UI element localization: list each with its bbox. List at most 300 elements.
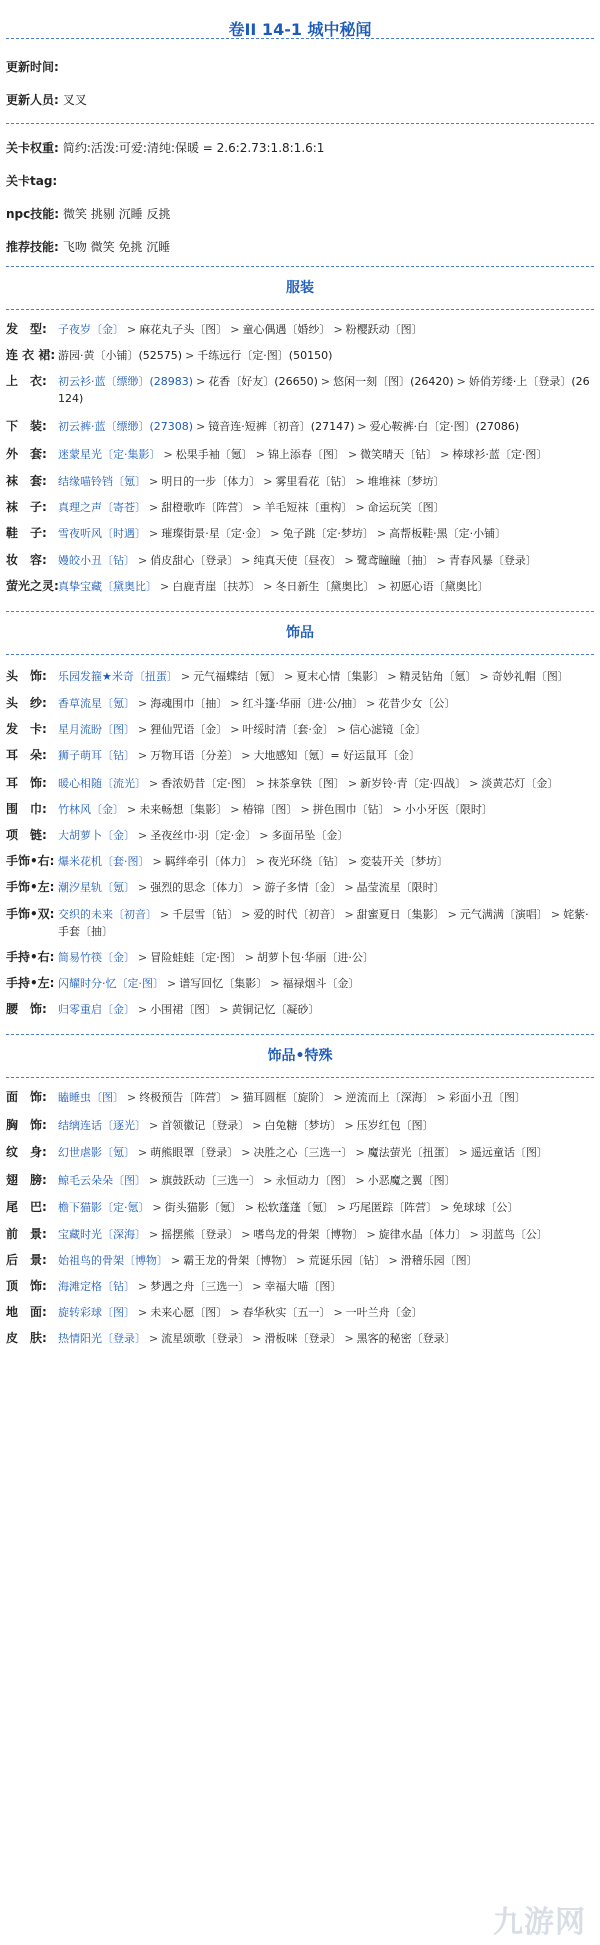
separator-arrow: > xyxy=(138,697,148,710)
best-item-link[interactable]: 暖心相随〔流光〕 xyxy=(58,777,146,790)
item-options xyxy=(58,1304,594,1321)
alt-item: 花昔少女〔公〕 xyxy=(378,697,456,710)
separator-arrow: > xyxy=(366,697,376,710)
alt-item: 元气满满〔演唱〕 xyxy=(459,908,548,921)
alt-item: 决胜之心〔三选一〕 xyxy=(253,1146,353,1159)
separator-arrow: > xyxy=(447,908,457,921)
separator-arrow: > xyxy=(152,855,162,868)
alt-item: 滑稽乐园〔图〕 xyxy=(400,1254,478,1267)
best-item-link[interactable]: 结缘喵铃铛〔氪〕 xyxy=(58,475,146,488)
separator-arrow: > xyxy=(196,420,206,433)
separator-arrow: > xyxy=(270,977,280,990)
alt-item: 千层雪〔钻〕 xyxy=(172,908,239,921)
item-options xyxy=(58,347,594,364)
item-slot-label: 袜 套: xyxy=(6,474,47,488)
item-row xyxy=(6,1089,594,1106)
item-slot-label: 鞋 子: xyxy=(6,526,47,540)
item-row xyxy=(6,1199,594,1216)
item-row xyxy=(6,879,594,896)
alt-item: 逆流而上〔深海〕 xyxy=(345,1091,434,1104)
separator-arrow: > xyxy=(284,670,294,683)
separator-arrow: > xyxy=(230,1091,240,1104)
separator-arrow: > xyxy=(355,1174,365,1187)
item-slot-label: 前 景: xyxy=(6,1227,47,1241)
alt-item: 奇妙礼帽〔图〕 xyxy=(491,670,569,683)
alt-item: 压岁红包〔图〕 xyxy=(356,1119,434,1132)
item-options xyxy=(58,949,594,966)
alt-item: 滑板咪〔登录〕 xyxy=(264,1332,342,1345)
best-item-link[interactable]: 热情阳光〔登录〕 xyxy=(58,1332,146,1345)
alt-item: 夜光环绕〔钻〕 xyxy=(267,855,345,868)
item-row xyxy=(6,1117,594,1134)
sections xyxy=(6,266,594,1347)
alt-item: 福禄烟斗〔金〕 xyxy=(282,977,360,990)
item-row xyxy=(6,949,594,966)
item-row xyxy=(6,668,594,685)
separator-arrow: > xyxy=(180,670,191,683)
item-slot-label: 外 套: xyxy=(6,447,47,461)
separator-arrow: > xyxy=(388,1254,398,1267)
alt-item: 甜蜜夏日〔集影〕 xyxy=(356,908,445,921)
separator-arrow: > xyxy=(138,881,148,894)
separator-arrow: > xyxy=(436,554,446,567)
item-options xyxy=(58,721,594,738)
separator-arrow: > xyxy=(167,977,177,990)
item-slot-label: 耳 朵: xyxy=(6,748,47,762)
separator-arrow: > xyxy=(138,1280,148,1293)
alt-item: 明日的一步〔体力〕 xyxy=(161,475,261,488)
separator-arrow: > xyxy=(300,803,310,816)
separator-arrow: > xyxy=(355,501,365,514)
alt-item: 嗜鸟龙的骨架〔博物〕 xyxy=(253,1228,364,1241)
separator-arrow: > xyxy=(138,1003,148,1016)
item-options xyxy=(58,1330,594,1347)
item-row xyxy=(6,1278,594,1295)
separator-arrow: > xyxy=(377,580,387,593)
separator-arrow: > xyxy=(244,1201,254,1214)
item-row xyxy=(6,446,594,463)
item-options xyxy=(58,775,594,792)
item-row xyxy=(6,801,594,818)
separator-arrow: > xyxy=(270,527,280,540)
meta-label: 关卡权重: xyxy=(6,141,59,155)
meta-label: 推荐技能: xyxy=(6,240,59,254)
alt-item: 拼色围巾〔钻〕 xyxy=(312,803,390,816)
best-item-link[interactable]: 真理之声〔寄苍〕 xyxy=(58,501,146,514)
item-slot-label: 手饰•右: xyxy=(6,854,55,868)
separator-arrow: > xyxy=(263,580,273,593)
separator-arrow: > xyxy=(255,855,265,868)
item-slot-label: 翅 膀: xyxy=(6,1173,47,1187)
alt-item: 魔法萤光〔扭蛋〕 xyxy=(367,1146,456,1159)
separator-arrow: > xyxy=(219,1003,229,1016)
best-item-link[interactable]: 竹林风〔金〕 xyxy=(58,803,124,816)
separator-arrow: > xyxy=(138,829,148,842)
best-item-link[interactable]: 狮子萌耳〔钻〕 xyxy=(58,749,135,762)
best-item-link[interactable]: 雪夜听风〔时遇〕 xyxy=(58,527,146,540)
best-item-link[interactable]: 檐下猫影〔定·氪〕 xyxy=(58,1201,150,1214)
separator-arrow: > xyxy=(479,670,489,683)
alt-item: 童心偶遇〔婚纱〕 xyxy=(242,323,331,336)
meta-value: 叉叉 xyxy=(62,93,87,107)
best-item-link[interactable]: 鲸毛云朵朵〔图〕 xyxy=(58,1174,146,1187)
separator-arrow: > xyxy=(230,803,240,816)
item-options xyxy=(58,668,594,685)
separator-arrow: > xyxy=(149,1119,159,1132)
best-item-link[interactable]: 星月流盼〔图〕 xyxy=(58,723,135,736)
meta-value: 微笑 挑剔 沉睡 反挑 xyxy=(63,207,171,221)
alt-item: 免球球〔公〕 xyxy=(452,1201,519,1214)
alt-item: 信心滤镜〔金〕 xyxy=(349,723,427,736)
item-slot-label: 发 卡: xyxy=(6,722,47,736)
item-row xyxy=(6,1144,594,1161)
item-row xyxy=(6,418,594,435)
item-row xyxy=(6,525,594,542)
separator-arrow: > xyxy=(333,323,343,336)
best-item-link[interactable]: 简易竹筷〔金〕 xyxy=(58,951,135,964)
alt-item: 萌熊眼罩〔登录〕 xyxy=(150,1146,239,1159)
item-slot-label: 面 饰: xyxy=(6,1090,47,1104)
separator-arrow: > xyxy=(152,1201,162,1214)
item-options xyxy=(58,1144,594,1161)
alt-item: 小小牙医〔限时〕 xyxy=(404,803,493,816)
item-options xyxy=(58,499,594,516)
item-row xyxy=(6,1172,594,1189)
alt-item: 爱心鞍裤·白〔定·图〕(27086) xyxy=(369,420,520,433)
item-list xyxy=(6,655,594,1018)
alt-item: 红斗篷·华丽〔进·公/抽〕 xyxy=(242,697,364,710)
separator-arrow: > xyxy=(550,908,561,921)
item-options xyxy=(58,373,594,407)
alt-item: 微笑晴天〔钻〕 xyxy=(360,448,438,461)
meta-value: 飞吻 微笑 免挑 沉睡 xyxy=(62,240,171,254)
separator-arrow: > xyxy=(138,1146,148,1159)
alt-item: 首领徽记〔登录〕 xyxy=(161,1119,250,1132)
separator-arrow: > xyxy=(244,951,254,964)
watermark-logo: 九游网 xyxy=(493,1905,586,1940)
item-row xyxy=(6,827,594,844)
item-row xyxy=(6,747,594,764)
separator-arrow: > xyxy=(196,375,206,388)
alt-item: 游子多情〔金〕 xyxy=(264,881,342,894)
alt-item: 甜橙歌咋〔阵营〕 xyxy=(161,501,250,514)
alt-item: 爱的时代〔初音〕 xyxy=(253,908,342,921)
meta-label: 更新时间: xyxy=(6,60,59,74)
item-slot-label: 地 面: xyxy=(6,1305,47,1319)
separator-arrow: > xyxy=(241,1146,251,1159)
separator-arrow: > xyxy=(344,1332,354,1345)
separator-arrow: > xyxy=(436,1091,446,1104)
best-item-link[interactable]: 结缡连话〔逐光〕 xyxy=(58,1119,146,1132)
item-slot-label: 尾 巴: xyxy=(6,1200,47,1214)
item-row xyxy=(6,578,594,595)
item-options xyxy=(58,1117,594,1134)
item-row xyxy=(6,775,594,792)
alt-item: 冒险蛙蛙〔定·图〕 xyxy=(150,951,242,964)
alt-item: 松软蓬蓬〔氪〕 xyxy=(256,1201,334,1214)
alt-item: 羊毛短袜〔重构〕 xyxy=(264,501,353,514)
alt-item: 白兔糖〔梦坊〕 xyxy=(264,1119,342,1132)
best-item-link[interactable]: 宝藏时光〔深海〕 xyxy=(58,1228,146,1241)
alt-item: 椿锦〔图〕 xyxy=(242,803,298,816)
best-item-link[interactable]: 初云衫·蓝〔缥缈〕(28983) xyxy=(58,375,194,388)
best-item-link[interactable]: 幻世虐影〔氪〕 xyxy=(58,1146,135,1159)
alt-item: 荒诞乐园〔钻〕 xyxy=(308,1254,386,1267)
alt-item: 松果手袖〔氪〕 xyxy=(175,448,253,461)
item-options xyxy=(58,801,594,818)
best-item-link[interactable]: 归零重启〔金〕 xyxy=(58,1003,135,1016)
item-options xyxy=(58,1252,594,1269)
best-item-link[interactable]: 初云裤·蓝〔缥缈〕(27308) xyxy=(58,420,194,433)
item-options xyxy=(58,578,594,595)
separator-arrow: > xyxy=(344,554,354,567)
separator-arrow: > xyxy=(252,501,262,514)
separator-arrow: > xyxy=(440,448,450,461)
best-item-link[interactable]: 乐园发箍★米奇〔扭蛋〕 xyxy=(58,670,178,683)
item-slot-label: 手饰•双: xyxy=(6,907,55,921)
item-row xyxy=(6,552,594,569)
item-slot-label: 头 纱: xyxy=(6,696,47,710)
alt-item: 狸仙咒语〔金〕 xyxy=(150,723,228,736)
best-item-link[interactable]: 潮汐星轨〔氪〕 xyxy=(58,881,135,894)
separator-arrow: > xyxy=(149,1332,159,1345)
alt-item: 流星颂歌〔登录〕 xyxy=(161,1332,250,1345)
meta-label: 关卡tag: xyxy=(6,174,58,188)
alt-item: 白鹿青崖〔扶苏〕 xyxy=(172,580,261,593)
item-row xyxy=(6,373,594,407)
separator-arrow: > xyxy=(160,580,170,593)
best-item-link[interactable]: 海滩定格〔钻〕 xyxy=(58,1280,135,1293)
meta-label: npc技能: xyxy=(6,207,60,221)
alt-item: 万物耳语〔分差〕 xyxy=(150,749,239,762)
alt-item: 精灵钻角〔氪〕 xyxy=(399,670,477,683)
item-row xyxy=(6,975,594,992)
separator-arrow: > xyxy=(458,1146,468,1159)
item-slot-label: 项 链: xyxy=(6,828,47,842)
meta-row xyxy=(6,92,594,109)
item-row xyxy=(6,347,594,364)
alt-item: 命运玩笑〔图〕 xyxy=(367,501,445,514)
separator-arrow: > xyxy=(149,1174,159,1187)
alt-item: 霸王龙的骨架〔博物〕 xyxy=(183,1254,294,1267)
separator-arrow: > xyxy=(252,1280,262,1293)
separator-arrow: > xyxy=(241,908,251,921)
item-options xyxy=(58,975,594,992)
alt-item: 千练远行〔定·图〕(50150) xyxy=(197,349,333,362)
alt-item: 羁绊牵引〔体力〕 xyxy=(164,855,253,868)
separator-arrow: > xyxy=(469,1228,479,1241)
item-options xyxy=(58,827,594,844)
alt-item: 海魂围巾〔抽〕 xyxy=(150,697,228,710)
item-slot-label: 顶 饰: xyxy=(6,1279,47,1293)
alt-item: 春华秋实〔五一〕 xyxy=(242,1306,331,1319)
item-slot-label: 胸 饰: xyxy=(6,1118,47,1132)
separator-arrow: > xyxy=(376,527,387,540)
alt-item: 晶莹流星〔限时〕 xyxy=(356,881,445,894)
separator-arrow: > xyxy=(440,1201,450,1214)
item-slot-label: 手持•左: xyxy=(6,976,55,990)
item-slot-label: 袜 子: xyxy=(6,500,47,514)
separator-arrow: > xyxy=(241,1228,251,1241)
meta-row xyxy=(6,239,594,256)
item-row xyxy=(6,1001,594,1018)
separator-arrow: > xyxy=(241,749,251,762)
separator-arrow: > xyxy=(333,1306,343,1319)
best-item-link[interactable]: 大胡萝卜〔金〕 xyxy=(58,829,135,842)
item-row xyxy=(6,1226,594,1243)
separator-arrow: > xyxy=(149,777,159,790)
meta-row xyxy=(6,206,594,223)
separator-arrow: > xyxy=(171,1254,181,1267)
separator-arrow: > xyxy=(230,697,240,710)
separator-arrow: > xyxy=(255,777,265,790)
separator-arrow: > xyxy=(138,554,148,567)
alt-item: 圣夜丝巾·羽〔定·金〕 xyxy=(150,829,257,842)
alt-item: 悠闲一刻〔图〕(26420) xyxy=(333,375,454,388)
alt-item: 旋律水晶〔体力〕 xyxy=(378,1228,467,1241)
separator-arrow: > xyxy=(149,475,159,488)
best-item-link[interactable]: 始祖鸟的骨架〔博物〕 xyxy=(58,1254,168,1267)
item-options xyxy=(58,1089,594,1106)
item-row xyxy=(6,499,594,516)
separator-arrow: > xyxy=(230,323,240,336)
best-item-link[interactable]: 爆米花机〔套·图〕 xyxy=(58,855,150,868)
separator-arrow: > xyxy=(255,448,265,461)
alt-item: 锦上添春〔图〕 xyxy=(267,448,345,461)
item-slot-label: 连 衣 裙: xyxy=(6,348,56,362)
separator-arrow: > xyxy=(163,448,173,461)
item-row xyxy=(6,906,594,940)
alt-item: 堆堆袜〔梦坊〕 xyxy=(367,475,445,488)
separator-arrow: > xyxy=(387,670,397,683)
best-item-link[interactable]: 嫚皎小丑〔钻〕 xyxy=(58,554,135,567)
item-slot-label: 皮 肤: xyxy=(6,1331,47,1345)
separator-arrow: > xyxy=(252,1332,262,1345)
page-title: 卷II 14-1 城中秘闻 xyxy=(228,20,372,39)
alt-item: 胡萝卜包·华丽〔进·公〕 xyxy=(256,951,374,964)
item-slot-label: 手饰•左: xyxy=(6,880,55,894)
item-row xyxy=(6,1330,594,1347)
separator-arrow: > xyxy=(344,881,354,894)
separator-arrow: > xyxy=(355,1146,365,1159)
alt-item: 小围裙〔图〕 xyxy=(150,1003,217,1016)
alt-item: 雾里看花〔钻〕 xyxy=(275,475,353,488)
item-options xyxy=(58,321,594,338)
item-list xyxy=(6,310,594,595)
alt-item: 梦遇之舟〔三选一〕 xyxy=(150,1280,250,1293)
alt-item: 摇摆熊〔登录〕 xyxy=(161,1228,239,1241)
alt-item: 多面吊坠〔金〕 xyxy=(271,829,349,842)
alt-item: 黄铜记忆〔凝砂〕 xyxy=(231,1003,320,1016)
alt-item: 猫耳圆框〔旋阶〕 xyxy=(242,1091,331,1104)
item-options xyxy=(58,1001,594,1018)
alt-item: 麻花丸子头〔图〕 xyxy=(139,323,228,336)
best-item-link[interactable]: 真挚宝藏〔黛奥比〕 xyxy=(58,580,157,593)
alt-item: 新岁铃·青〔定·四战〕 xyxy=(360,777,467,790)
separator-arrow: > xyxy=(347,448,358,461)
separator-arrow: > xyxy=(138,951,148,964)
best-item-link[interactable]: 迷蒙星光〔定·集影〕 xyxy=(58,448,161,461)
separator-arrow: > xyxy=(127,1091,137,1104)
separator-arrow: > xyxy=(241,554,251,567)
section-title: 服装 xyxy=(286,280,314,296)
level-meta xyxy=(6,39,594,264)
item-slot-label: 后 景: xyxy=(6,1253,47,1267)
separator-arrow: > xyxy=(336,1201,347,1214)
separator-arrow: > xyxy=(149,501,159,514)
separator-arrow: > xyxy=(333,1091,343,1104)
alt-item: 淡黄芯灯〔金〕 xyxy=(481,777,559,790)
alt-item: 抹茶拿铁〔图〕 xyxy=(267,777,345,790)
separator-arrow: > xyxy=(138,1306,148,1319)
alt-item: 巧尾匿踪〔阵营〕 xyxy=(349,1201,438,1214)
item-options xyxy=(58,879,594,896)
item-slot-label: 头 饰: xyxy=(6,669,47,683)
best-item-link[interactable]: 闪耀时分·忆〔定·图〕 xyxy=(58,977,164,990)
separator-arrow: > xyxy=(357,420,367,433)
alt-item: 遥远童话〔图〕 xyxy=(470,1146,548,1159)
alt-item: 小恶魔之翼〔图〕 xyxy=(367,1174,456,1187)
meta-value: 简约:活泼:可爱:清纯:保暖 = 2.6:2.73:1.8:1.6:1 xyxy=(62,141,325,155)
separator-arrow: > xyxy=(456,375,466,388)
alt-item: 纯真天使〔昼夜〕 xyxy=(253,554,342,567)
item-options xyxy=(58,1172,594,1189)
separator-arrow: > xyxy=(392,803,402,816)
best-item-link[interactable]: 交织的未来〔初音〕 xyxy=(58,908,157,921)
separator-arrow: > xyxy=(347,855,358,868)
separator-arrow: > xyxy=(344,1119,354,1132)
separator-arrow: > xyxy=(263,475,273,488)
item-options xyxy=(58,695,594,712)
best-item-link[interactable]: 旋转彩球〔图〕 xyxy=(58,1306,135,1319)
item-slot-label: 发 型: xyxy=(6,322,47,336)
separator-arrow: > xyxy=(344,908,354,921)
separator-arrow: > xyxy=(230,723,240,736)
separator-arrow: > xyxy=(252,881,262,894)
alt-item: 姹紫·手套〔抽〕 xyxy=(58,908,589,938)
item-slot-label: 围 巾: xyxy=(6,802,47,816)
separator-arrow: > xyxy=(320,375,331,388)
alt-item: 终极预告〔阵营〕 xyxy=(139,1091,228,1104)
alt-item: 冬日新生〔黛奥比〕 xyxy=(275,580,375,593)
separator-arrow: > xyxy=(347,777,358,790)
separator-arrow: > xyxy=(185,349,195,362)
item-row xyxy=(6,473,594,490)
separator-arrow: > xyxy=(259,829,269,842)
item-row xyxy=(6,321,594,338)
best-item-link[interactable]: 香草流星〔氪〕 xyxy=(58,697,135,710)
alt-item: 谱写回忆〔集影〕 xyxy=(179,977,268,990)
alt-item: 変装开关〔梦坊〕 xyxy=(360,855,449,868)
alt-item: 璀璨街景·星〔定·金〕 xyxy=(161,527,268,540)
item-row xyxy=(6,853,594,870)
item-row xyxy=(6,721,594,738)
alt-item: 强烈的思念〔体力〕 xyxy=(150,881,250,894)
alt-item: 镜音连·短裤〔初音〕(27147) xyxy=(208,420,355,433)
best-item-link[interactable]: 子夜岁〔金〕 xyxy=(58,323,124,336)
alt-item: 叶绥时清〔套·金〕 xyxy=(242,723,334,736)
item-options xyxy=(58,525,594,542)
separator-arrow: > xyxy=(149,527,159,540)
best-item-link[interactable]: 瞌睡虫〔图〕 xyxy=(58,1091,124,1104)
separator-arrow: > xyxy=(296,1254,306,1267)
alt-item: 未来畅想〔集影〕 xyxy=(139,803,228,816)
section-title: 饰品•特殊 xyxy=(267,1048,333,1064)
separator-arrow: > xyxy=(469,777,479,790)
separator-arrow: > xyxy=(138,723,148,736)
alt-item: 大地感知〔氪〕= 好运鼠耳〔金〕 xyxy=(253,749,421,762)
alt-item: 羽蓝鸟〔公〕 xyxy=(481,1228,548,1241)
